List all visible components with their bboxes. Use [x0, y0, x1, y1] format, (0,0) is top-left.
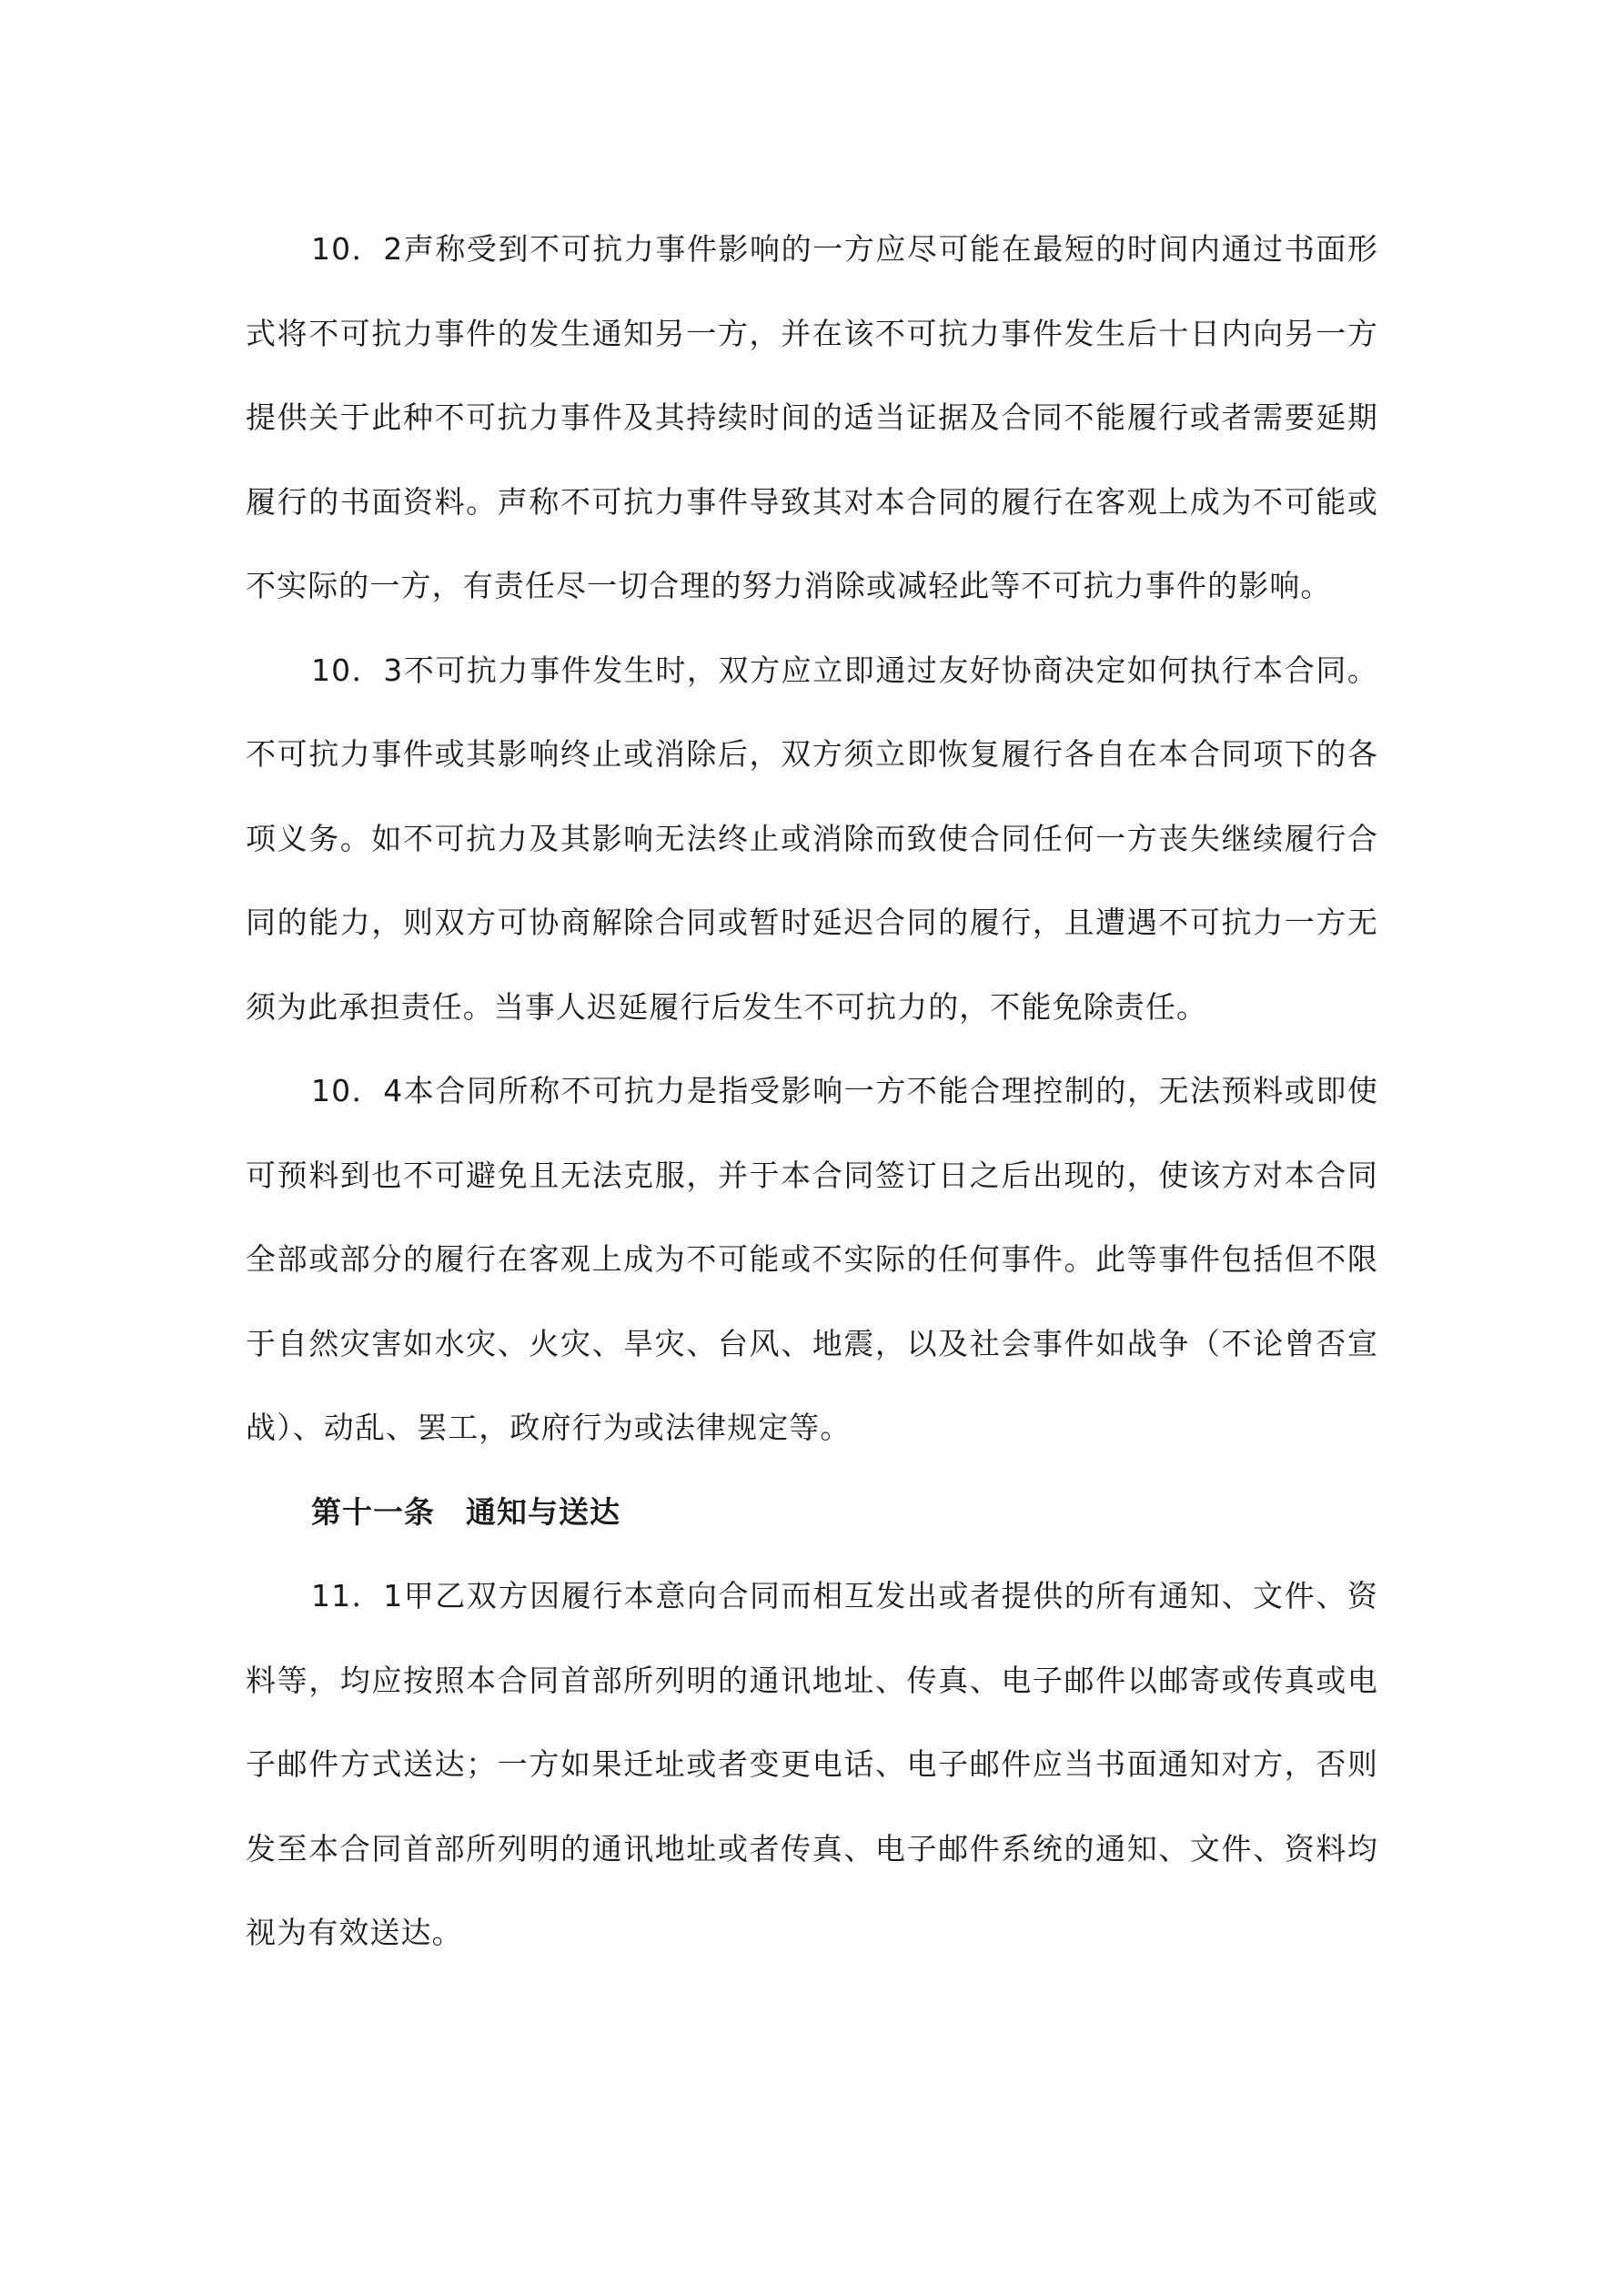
document-body: [246, 207, 1378, 1976]
clause-11-1-paragraph: 11．1甲乙双方因履行本意向合同而相互发出或者提供的所有通知、文件、资料等，均应按照本合同首部所列明的通讯地址、传真、电子邮件以邮寄或传真或电子邮件方式送达；一方如果迁址或者变更电话、电子邮件应当书面通知对方，否则发至本合同首部所列明的通讯地址或者传真、电子邮件系统的通知、文件、资料均视为有效送达。: [246, 1578, 1378, 1950]
clause-10-2-paragraph: 10．2声称受到不可抗力事件影响的一方应尽可能在最短的时间内通过书面形式将不可抗力事件的发生通知另一方，并在该不可抗力事件发生后十日内向另一方提供关于此种不可抗力事件及其持续时间的适当证据及合同不能履行或者需要延期履行的书面资料。声称不可抗力事件导致其对本合同的履行在客观上成为不可能或不实际的一方，有责任尽一切合理的努力消除或减轻此等不可抗力事件的影响。: [246, 231, 1378, 603]
article-11-heading: 第十一条 通知与送达: [311, 1493, 620, 1530]
clause-10-3-paragraph: 10．3不可抗力事件发生时，双方应立即通过友好协商决定如何执行本合同。不可抗力事件或其影响终止或消除后，双方须立即恢复履行各自在本合同项下的各项义务。如不可抗力及其影响无法终止或消除而致使合同任何一方丧失继续履行合同的能力，则双方可协商解除合同或暂时延迟合同的履行，且遭遇不可抗力一方无须为此承担责任。当事人迟延履行后发生不可抗力的，不能免除责任。: [246, 652, 1378, 1025]
clause-10-4-paragraph: 10．4本合同所称不可抗力是指受影响一方不能合理控制的，无法预料或即使可预料到也不可避免且无法克服，并于本合同签订日之后出现的，使该方对本合同全部或部分的履行在客观上成为不可能或不实际的任何事件。此等事件包括但不限于自然灾害如水灾、火灾、旱灾、台风、地震，以及社会事件如战争（不论曾否宣战）、动乱、罢工，政府行为或法律规定等。: [246, 1073, 1378, 1445]
